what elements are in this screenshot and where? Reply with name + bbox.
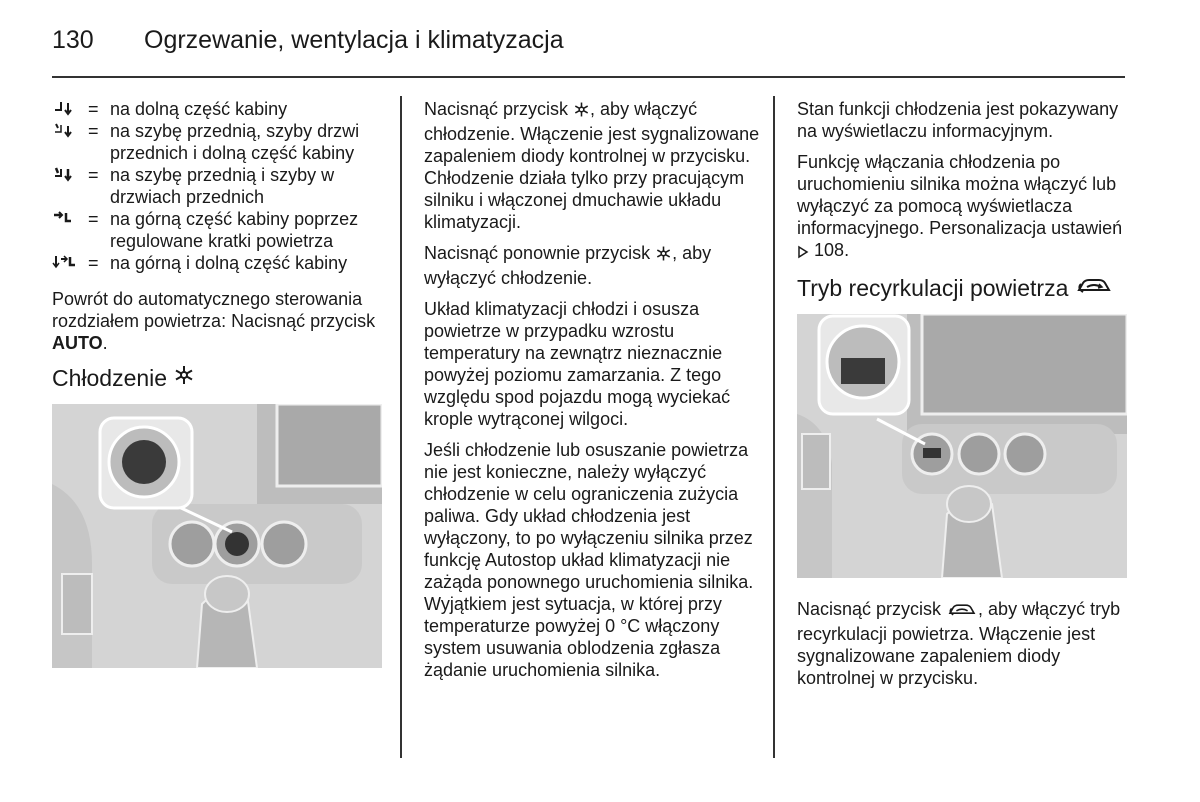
column-divider-1 <box>400 96 402 758</box>
list-item: = na szybę przednią i szyby w drzwiach przednich <box>52 164 382 208</box>
paragraph: Funkcję włączania chłodzenia po uruchomieniu silnika można włączyć lub wyłączyć za pomocą wyświetlacza informacyjnego. Personalizacja ustawień 108. <box>797 151 1127 264</box>
page-title: Ogrzewanie, wentylacja i klimatyzacja <box>144 26 564 54</box>
snowflake-icon <box>573 101 590 123</box>
recirculation-car-icon <box>946 601 978 623</box>
page-reference-arrow-icon <box>797 242 809 264</box>
column-divider-2 <box>773 96 775 758</box>
airflow-floor-icon <box>52 98 88 120</box>
airflow-windscreen-side-icon <box>52 164 88 208</box>
page-reference[interactable]: 108 <box>814 240 845 260</box>
recirculation-heading: Tryb recyrkulacji powietrza <box>797 274 1127 302</box>
auto-paragraph: Powrót do automatycznego sterowania rozdziałem powietrza: Nacisnąć przycisk AUTO. <box>52 289 376 353</box>
column-2 <box>424 98 760 690</box>
auto-button-label: AUTO <box>52 333 103 353</box>
paragraph: Układ klimatyzacji chłodzi i osusza powietrze w przypadku wzrostu temperatury na zewnątrz nieznacznie powyżej poziomu zamarzania. Z tego względu spod pojazdu mogą wyciekać krople wytrąconej wilgoci. <box>424 299 731 429</box>
snowflake-icon <box>655 245 672 267</box>
airflow-list <box>52 98 382 274</box>
list-item: = na górną i dolną część kabiny <box>52 252 382 274</box>
header-rule <box>52 76 1125 78</box>
paragraph: Nacisnąć przycisk , aby włączyć chłodzenie. Włączenie jest sygnalizowane zapaleniem diody kontrolnej w przycisku. Chłodzenie działa tylko przy pracującym silniku i włączonej dmuchawie układu klimatyzacji. <box>424 99 760 232</box>
snowflake-icon <box>173 364 195 392</box>
paragraph: Nacisnąć ponownie przycisk , aby wyłączyć chłodzenie. <box>424 243 712 288</box>
column-3 <box>797 98 1127 698</box>
page-number: 130 <box>52 26 94 54</box>
recirculation-car-icon <box>1075 274 1113 302</box>
airflow-windscreen-floor-icon <box>52 120 88 164</box>
column-1 <box>52 98 382 668</box>
paragraph: Nacisnąć przycisk , aby włączyć tryb recyrkulacji powietrza. Włączenie jest sygnalizowane zapaleniem diody kontrolnej w przycisku. <box>797 599 1121 688</box>
list-item: = na szybę przednią, szyby drzwi przednich i dolną część kabiny <box>52 120 382 164</box>
paragraph: Jeśli chłodzenie lub osuszanie powietrza nie jest konieczne, należy wyłączyć chłodzenie w celu ograniczenia zużycia paliwa. Gdy układ chłodzenia jest wyłączony, to po wyłączeniu silnika przez funkcję Autostop układ klimatyzacji nie zażąda ponownego uruchomienia silnika. Wyjątkiem jest sytuacja, w której przy temperaturze powyżej 0 °C włączony system usuwania oblodzenia zgłasza żądanie uruchomienia silnika. <box>424 440 754 680</box>
list-item: = na górną część kabiny poprzez regulowane kratki powietrza <box>52 208 382 252</box>
list-item: = na dolną część kabiny <box>52 98 382 120</box>
airflow-vents-icon <box>52 208 88 252</box>
page-header <box>52 26 564 66</box>
cooling-button-photo <box>52 404 382 668</box>
cooling-heading: Chłodzenie <box>52 364 382 392</box>
recirculation-button-photo <box>797 314 1127 578</box>
airflow-vents-floor-icon <box>52 252 88 274</box>
paragraph: Stan funkcji chłodzenia jest pokazywany na wyświetlaczu informacyjnym. <box>797 99 1119 141</box>
